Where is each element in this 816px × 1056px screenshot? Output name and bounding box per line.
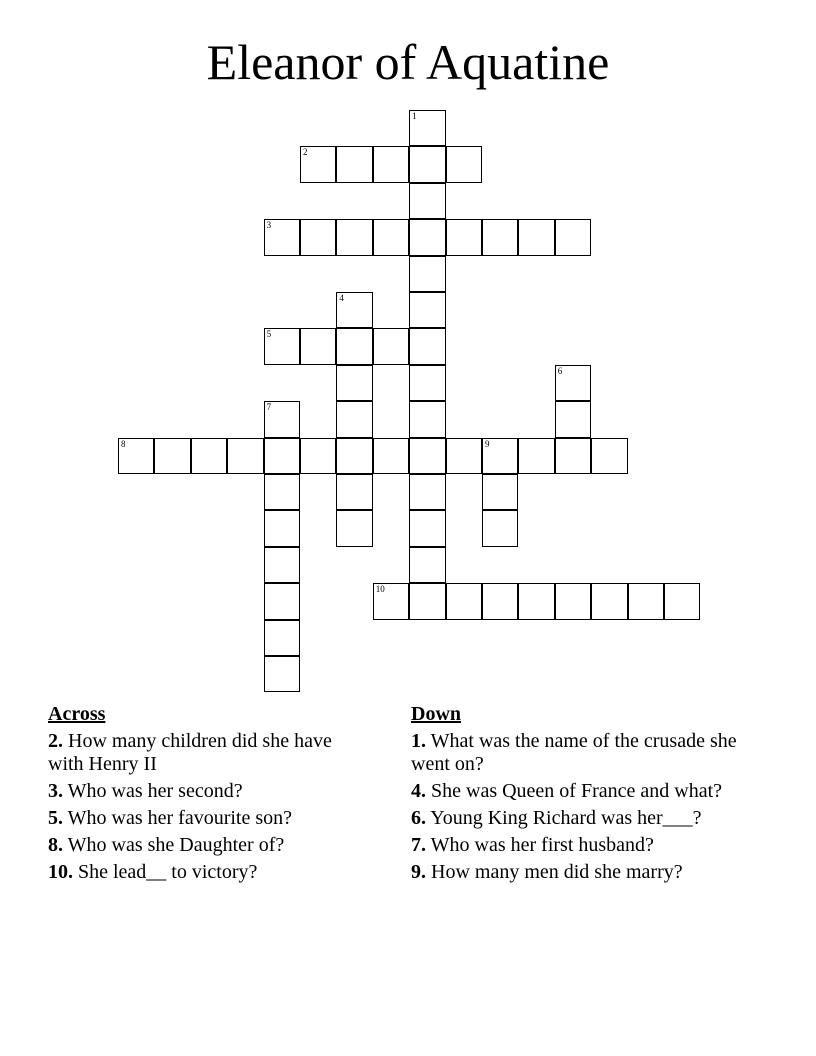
grid-cell[interactable]: [555, 401, 591, 437]
clue-text: What was the name of the crusade she went on?: [411, 730, 737, 775]
grid-cell[interactable]: [518, 438, 554, 474]
grid-cell[interactable]: [300, 438, 336, 474]
grid-cell[interactable]: [446, 583, 482, 619]
grid-cell[interactable]: [336, 438, 372, 474]
grid-cell[interactable]: [482, 219, 518, 255]
grid-cell[interactable]: [264, 328, 300, 364]
grid-cell[interactable]: [300, 328, 336, 364]
grid-cell[interactable]: [518, 583, 554, 619]
grid-cell[interactable]: [628, 583, 664, 619]
clue-number: 5.: [48, 807, 63, 829]
grid-cell[interactable]: [300, 219, 336, 255]
clue-down-7: [411, 834, 751, 857]
cell-number: 3: [266, 220, 272, 231]
grid-cell[interactable]: [264, 656, 300, 692]
grid-cell[interactable]: [555, 219, 591, 255]
clue-down-1: [411, 730, 751, 776]
clue-number: 9.: [411, 861, 426, 883]
clue-across-2: [48, 730, 368, 776]
grid-cell[interactable]: [482, 583, 518, 619]
across-heading: Across: [48, 703, 106, 725]
grid-cell[interactable]: [336, 219, 372, 255]
grid-cell[interactable]: [555, 583, 591, 619]
grid-cell[interactable]: [264, 474, 300, 510]
grid-cell[interactable]: [264, 620, 300, 656]
grid-cell[interactable]: [518, 219, 554, 255]
clue-text: How many children did she have with Henry II: [48, 730, 332, 775]
clue-text: Who was her favourite son?: [67, 807, 293, 829]
cell-number: 2: [303, 147, 308, 158]
clue-across-8: [48, 834, 368, 857]
grid-cell[interactable]: [591, 583, 627, 619]
clue-text: How many men did she marry?: [431, 861, 683, 883]
grid-cell[interactable]: [300, 146, 336, 182]
grid-cell[interactable]: [409, 401, 445, 437]
clue-number: 6.: [411, 807, 426, 829]
grid-cell[interactable]: [482, 438, 518, 474]
clue-text: Who was she Daughter of?: [67, 834, 285, 856]
puzzle-title: Eleanor of Aquatine: [206, 34, 610, 90]
clue-text: Young King Richard was her___?: [430, 807, 702, 829]
grid-cell[interactable]: [191, 438, 227, 474]
grid-cell[interactable]: [336, 510, 372, 546]
cell-number: 10: [375, 584, 385, 595]
down-heading: Down: [411, 703, 462, 725]
grid-cell[interactable]: [373, 583, 409, 619]
grid-cell[interactable]: [555, 365, 591, 401]
grid-cell[interactable]: [446, 438, 482, 474]
grid-cell[interactable]: [409, 256, 445, 292]
clue-down-6: [411, 807, 751, 830]
grid-cell[interactable]: [154, 438, 190, 474]
grid-cell[interactable]: [264, 219, 300, 255]
cell-number: 4: [339, 293, 344, 303]
clue-text: She was Queen of France and what?: [431, 780, 723, 802]
grid-cell[interactable]: [409, 146, 445, 182]
grid-cell[interactable]: [409, 474, 445, 510]
clue-across-3: [48, 780, 368, 803]
grid-cell[interactable]: [373, 219, 409, 255]
cell-number: 9: [485, 438, 490, 449]
grid-cell[interactable]: [118, 438, 154, 474]
grid-cell[interactable]: [409, 328, 445, 364]
grid-cell[interactable]: [446, 146, 482, 182]
cell-number: 7: [266, 402, 272, 413]
clue-across-5: [48, 807, 368, 830]
cell-number: 8: [121, 438, 126, 449]
grid-cell[interactable]: [336, 328, 372, 364]
down-clues: [411, 703, 751, 888]
clue-across-10: [48, 861, 368, 884]
grid-cell[interactable]: [373, 328, 409, 364]
grid-cell[interactable]: [264, 438, 300, 474]
grid-cell[interactable]: [409, 438, 445, 474]
grid-cell[interactable]: [336, 292, 372, 328]
grid-cell[interactable]: [591, 438, 627, 474]
grid-cell[interactable]: [409, 365, 445, 401]
clue-number: 4.: [411, 780, 426, 802]
grid-cell[interactable]: [446, 219, 482, 255]
grid-cell[interactable]: [409, 292, 445, 328]
cell-number: 6: [557, 365, 563, 376]
grid-cell[interactable]: [227, 438, 263, 474]
clue-text: She lead__ to victory?: [78, 861, 258, 883]
grid-cell[interactable]: [264, 510, 300, 546]
grid-cell[interactable]: [482, 474, 518, 510]
grid-cell[interactable]: [409, 583, 445, 619]
grid-cell[interactable]: [664, 583, 700, 619]
grid-cell[interactable]: [482, 510, 518, 546]
cell-number: 5: [266, 329, 272, 340]
clue-number: 10.: [48, 861, 73, 883]
grid-cell[interactable]: [336, 365, 372, 401]
grid-cell[interactable]: [336, 146, 372, 182]
clue-number: 7.: [411, 834, 426, 856]
grid-cell[interactable]: [409, 183, 445, 219]
cell-number: 1: [412, 111, 417, 121]
grid-cell[interactable]: [264, 401, 300, 437]
grid-cell[interactable]: [373, 438, 409, 474]
grid-cell[interactable]: [409, 510, 445, 546]
clue-down-9: [411, 861, 751, 884]
grid-cell[interactable]: [409, 110, 445, 146]
clue-number: 1.: [411, 730, 426, 752]
grid-cell[interactable]: [264, 547, 300, 583]
grid-cell[interactable]: [409, 547, 445, 583]
grid-cell[interactable]: [336, 474, 372, 510]
clue-number: 3.: [48, 780, 63, 802]
grid-cell[interactable]: [264, 583, 300, 619]
grid-cell[interactable]: [336, 401, 372, 437]
clue-number: 8.: [48, 834, 63, 856]
across-clues: [48, 703, 368, 888]
grid-cell[interactable]: [409, 219, 445, 255]
grid-cell[interactable]: [555, 438, 591, 474]
clue-text: Who was her second?: [67, 780, 243, 802]
grid-cell[interactable]: [373, 146, 409, 182]
clue-number: 2.: [48, 730, 63, 752]
clue-down-4: [411, 780, 751, 803]
clue-text: Who was her first husband?: [430, 834, 654, 856]
